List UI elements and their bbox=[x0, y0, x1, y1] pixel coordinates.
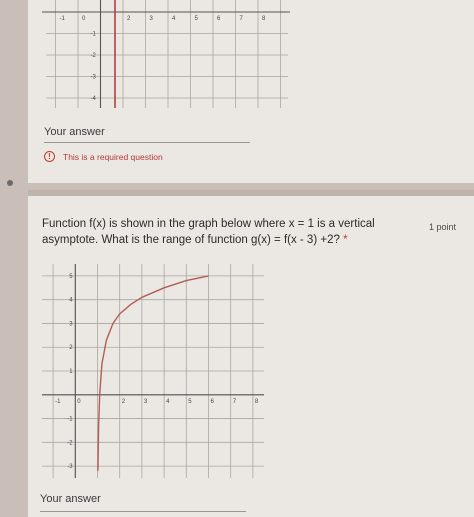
x-tick-label: 7 bbox=[239, 16, 243, 22]
y-tick-label: 4 bbox=[69, 297, 73, 304]
y-tick-label: 5 bbox=[69, 273, 73, 280]
y-tick-label: -1 bbox=[90, 31, 96, 38]
question2-graph-svg bbox=[38, 260, 268, 482]
y-tick-label: 2 bbox=[69, 345, 73, 352]
x-tick-label: 2 bbox=[121, 398, 126, 405]
x-tick-label: 3 bbox=[149, 16, 153, 22]
question1-error-message: This is a required question bbox=[63, 151, 163, 162]
required-marker: * bbox=[343, 234, 348, 246]
x-tick-label: 2 bbox=[127, 16, 131, 22]
x-tick-label: 4 bbox=[166, 398, 170, 405]
question2-prompt: Function f(x) is shown in the graph below where x = 1 is a vertical asymptote. What is the range of function g(x) = f(x - 3) +2? bbox=[42, 218, 375, 246]
question1-error bbox=[44, 151, 163, 162]
x-tick-label: 0 bbox=[82, 16, 86, 22]
x-tick-label: 8 bbox=[254, 398, 259, 405]
x-tick-label: 0 bbox=[77, 398, 81, 405]
y-tick-label: -2 bbox=[90, 53, 96, 59]
x-tick-label: -1 bbox=[59, 16, 65, 22]
question2-answer-label: Your answer bbox=[40, 493, 101, 505]
question2-text bbox=[42, 216, 382, 248]
y-tick-label: -3 bbox=[67, 464, 73, 471]
question1-graph-svg bbox=[38, 0, 298, 112]
question2-graph bbox=[38, 260, 268, 482]
y-tick-label: -1 bbox=[67, 416, 73, 423]
question1-answer-input[interactable] bbox=[44, 142, 250, 143]
x-tick-label: 4 bbox=[172, 16, 176, 22]
question-card-2 bbox=[28, 190, 474, 517]
function-curve bbox=[98, 276, 209, 471]
x-tick-label: 5 bbox=[194, 16, 198, 22]
y-tick-label: 1 bbox=[69, 369, 73, 375]
question1-graph bbox=[38, 0, 298, 112]
question1-answer-label: Your answer bbox=[44, 126, 105, 138]
error-icon: ! bbox=[44, 151, 55, 162]
y-tick-label: -2 bbox=[67, 440, 73, 447]
x-tick-label: 5 bbox=[188, 398, 192, 405]
x-tick-label: 6 bbox=[210, 398, 214, 405]
y-tick-label: 3 bbox=[69, 321, 73, 328]
x-tick-label: 8 bbox=[262, 16, 266, 22]
x-tick-label: -1 bbox=[55, 398, 61, 405]
y-tick-label: -4 bbox=[90, 96, 96, 102]
x-tick-label: 7 bbox=[232, 398, 237, 405]
y-tick-label: -3 bbox=[90, 74, 96, 81]
x-tick-label: 6 bbox=[217, 16, 221, 22]
question2-points: 1 point bbox=[428, 222, 456, 232]
question2-answer-input[interactable] bbox=[40, 511, 246, 512]
x-tick-label: 3 bbox=[143, 398, 148, 405]
question-card-1 bbox=[28, 0, 474, 183]
bullet-dot bbox=[7, 180, 13, 186]
